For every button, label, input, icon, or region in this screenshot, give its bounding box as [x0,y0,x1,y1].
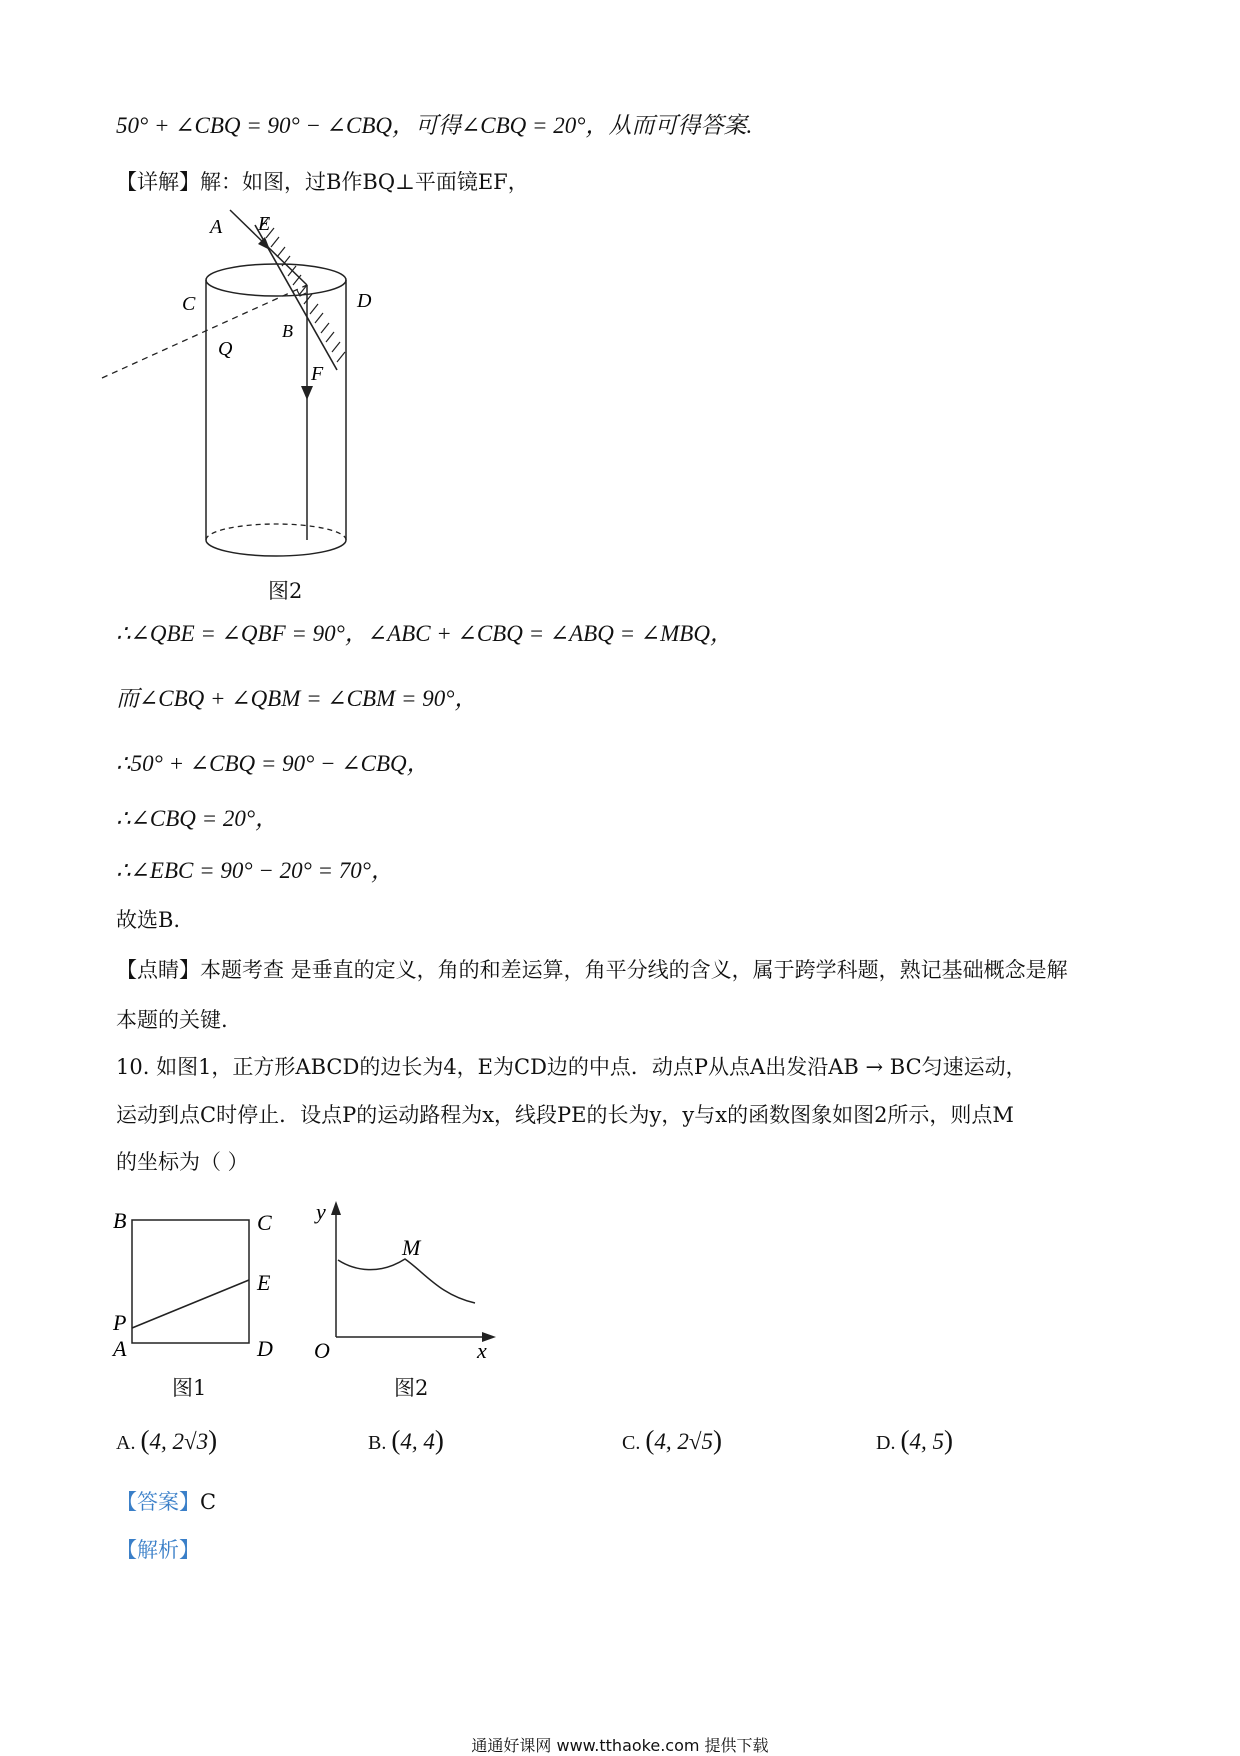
figure-cylinder-caption: 图2 [268,579,303,603]
label-C: C [257,1210,272,1235]
detail-text: 解：如图，过B作BQ⊥平面镜EF， [200,170,529,194]
label-E: E [258,213,271,235]
comment-continued: 本题的关键. [116,1008,228,1032]
question-10-line-2: 运动到点C时停止．设点P的运动路程为x，线段PE的长为y，y与x的函数图象如图2所示，则点M [116,1103,1014,1127]
analysis-tag: 【解析】 [116,1538,200,1562]
choice-d[interactable]: D. (4, 5) [876,1425,953,1455]
comment-text: 本题考查 是垂直的定义，角的和差运算，角平分线的含义，属于跨学科题，熟记基础概念是解 [200,958,1068,982]
choice-letter: C. [622,1432,641,1454]
cylinder-reflection-figure [100,200,400,580]
page-footer: 通通好课网 www.tthaoke.com 提供下载 [471,1736,769,1755]
step-line: ∴∠EBC = 90° − 20° = 70°， [116,858,394,883]
choice-b[interactable]: B. (4, 4) [368,1425,444,1455]
label-B: B [282,321,293,341]
comment-paragraph [116,958,1068,983]
label-D: D [357,290,372,312]
label-C: C [182,293,196,315]
label-P: P [113,1310,127,1335]
choice-a[interactable]: A. (4, 2√3) [116,1425,218,1455]
answer-tag: 【答案】 [116,1490,200,1514]
question-10-line-1: 10. 如图1，正方形ABCD的边长为4，E为CD边的中点．动点P从点A出发沿AB → BC匀速运动， [116,1055,1027,1079]
label-F: F [311,363,324,385]
label-E: E [257,1270,271,1295]
figure-graph-caption: 图2 [394,1376,429,1400]
axis-label-x: x [477,1338,487,1363]
label-Q: Q [218,338,233,360]
step-line: ∴∠QBE = ∠QBF = 90°，∠ABC + ∠CBQ = ∠ABQ = ∠MBQ， [116,621,733,646]
answer-value: C [200,1490,217,1514]
choice-value: 4, 2√3 [149,1429,209,1454]
choice-letter: A. [116,1432,136,1454]
solution-top-line: 50° + ∠CBQ = 90° − ∠CBQ，可得∠CBQ = 20°，从而可得答案. [116,113,753,138]
conclusion-line: 故选B. [116,908,181,932]
step-line: ∴∠CBQ = 20°， [116,806,279,831]
answer-line [116,1490,216,1515]
question-10-line-3: 的坐标为（ ） [116,1150,249,1174]
function-graph-figure [310,1195,510,1370]
comment-tag: 【点睛】 [116,958,200,982]
choice-c[interactable]: C. (4, 2√5) [622,1425,722,1455]
label-A: A [210,216,223,238]
step-line: ∴50° + ∠CBQ = 90° − ∠CBQ， [116,751,430,776]
detail-paragraph [116,170,529,195]
choice-value: 4, 2√5 [654,1429,713,1454]
point-label-M: M [402,1235,421,1260]
origin-label-O: O [314,1338,330,1363]
detail-tag: 【详解】 [116,170,200,194]
figure-square-caption: 图1 [172,1376,207,1400]
label-D: D [257,1336,273,1360]
label-A: A [113,1336,127,1360]
label-B: B [113,1208,127,1233]
square-figure [105,1200,285,1360]
axis-label-y: y [316,1199,326,1224]
choice-value: 4, 4 [400,1429,435,1454]
step-line: 而∠CBQ + ∠QBM = ∠CBM = 90°， [116,686,478,711]
choice-letter: B. [368,1432,387,1454]
choice-letter: D. [876,1432,896,1454]
choice-value: 4, 5 [909,1429,944,1454]
